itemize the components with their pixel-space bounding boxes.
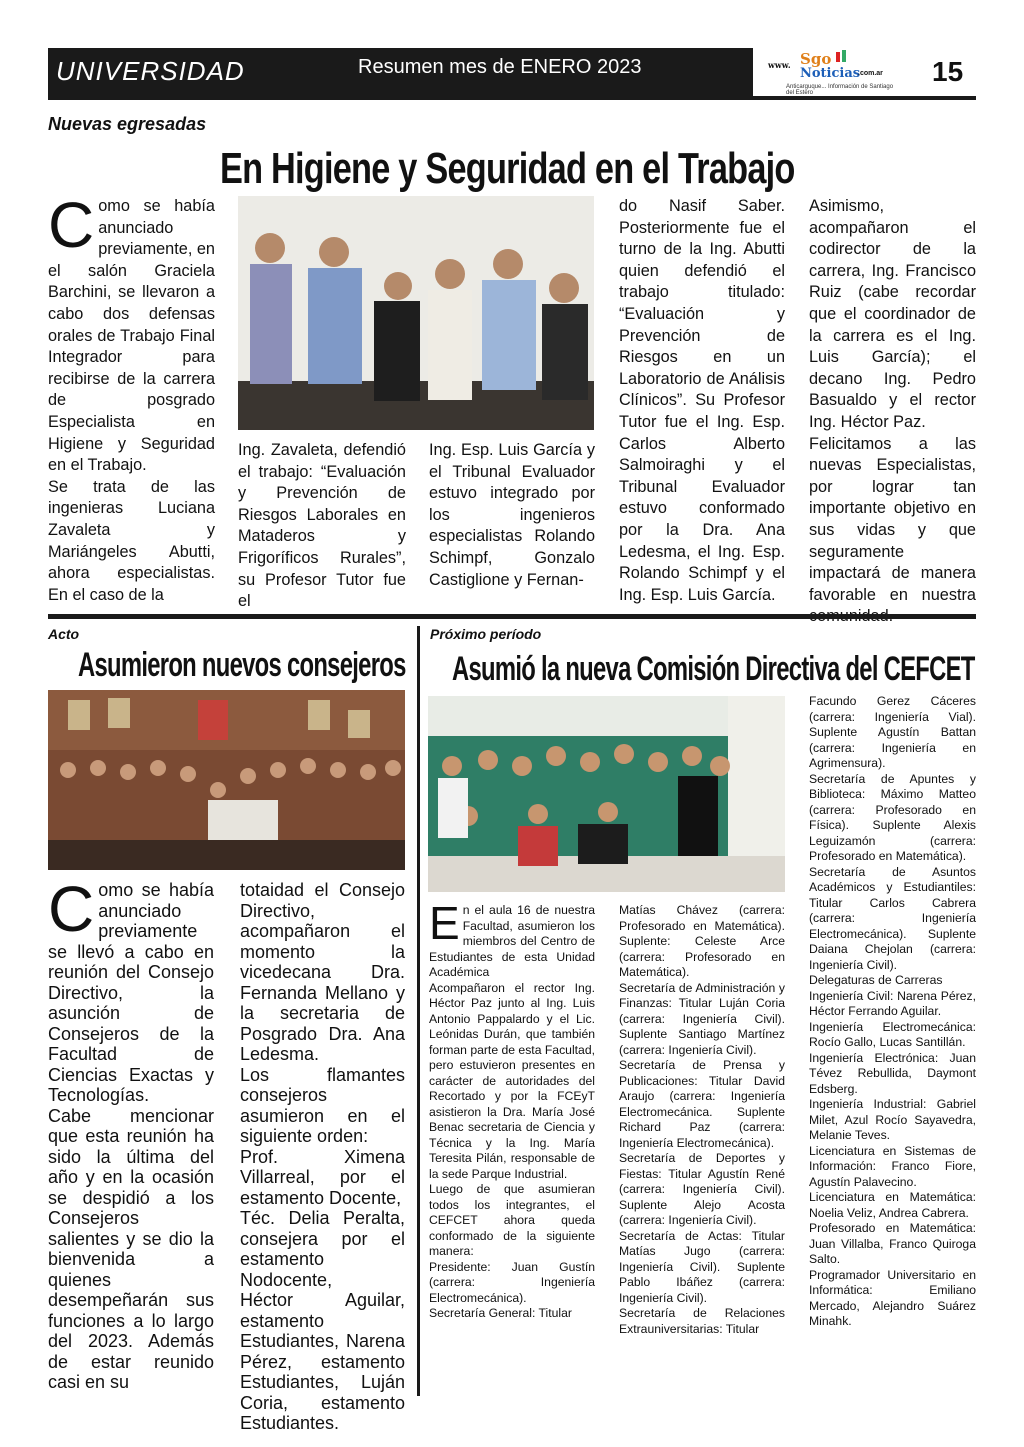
article2-col2: totaidad el Consejo Directivo, acompañaron el momento la vicedecana Dra. Fernanda Mellano y la secretaria de Posgrado Dra. Ana Ledesma. Los flamantes consejeros asumieron en el siguiente orden: Prof. Ximena Villarreal, por el estamento Docente, Téc. Delia Peralta, consejera por el estamento Nodocente, Héctor Aguilar, estamento Estudiantes, Narena Pérez, estamento Estudiantes, Luján Coria, estamento Estudiantes.: [240, 880, 405, 1433]
group-photo-council: [48, 690, 405, 870]
article2-dropcap: C: [48, 873, 95, 945]
article1-photo: [238, 196, 594, 430]
group-photo-students: [428, 696, 785, 892]
article1-kicker: Nuevas egresadas: [48, 114, 207, 134]
article2-photo: [48, 690, 405, 870]
article3-dropcap: E: [429, 897, 460, 949]
section-divider: [48, 614, 976, 619]
article2-col1: Como se había anunciado previamente se llevó a cabo en reunión del Consejo Directivo, la asunción de Consejeros de la Facultad de Ciencias Exactas y Tecnologías. Cabe mencionar que esta reunión ha sido la última del año y en la ocasión se despidió a los Consejeros salientes y se dio la bienvenida a quienes desempeñarán sus funciones a lo largo del 2023. Además de estar reunido casi en su: [48, 873, 214, 1392]
article3-col3: Facundo Gerez Cáceres (carrera: Ingeniería Vial). Suplente Agustín Battan (carrera: Ingeniería en Agrimensura). Secretaría de Apuntes y Biblioteca: Máximo Matteo (carrera: Profesorado en Física). Suplente Alexis Leguizamón (carrera: Profesorado en Matemática). Secretaría de Asuntos Académicos y Estudiantiles: Titular Carlos Cabrera (carrera: Ingeniería Electromecánica). Suplente Daiana Chejolan (carrera: Ingeniería Civil). Delegaturas de Carreras Ingeniería Civil: Narena Pérez, Héctor Ferrando Aguilar. Ingeniería Electromecánica: Rocío Gallo, Lucas Santillán. Ingeniería Electrónica: Juan Tévez Rebullida, Daymont Edsberg. Ingeniería Industrial: Gabriel Milet, Azul Rocío Sayavedra, Melanie Teves. Licenciatura en Sistemas de Información: Franco Fiore, Agustín Palavecino. Licenciatura en Matemática: Noelia Veliz, Andrea Cabrera. Profesorado en Matemática: Juan Villalba, Franco Quiroga Salto. Programador Universitario en Informática: Emiliano Mercado, Alejandro Suárez Minahk.: [809, 694, 976, 1328]
publication-logo: www. Sgo Noticias .com.ar Anticarguque... Información de Santiago del Estero: [768, 50, 894, 96]
article1-headline: En Higiene y Seguridad en el Trabajo: [220, 144, 795, 193]
article3-photo: [428, 696, 785, 892]
issue-summary: Resumen mes de ENERO 2023: [358, 56, 642, 78]
article1-col3: Ing. Esp. Luis García y el Tribunal Evaluador estuvo integrado por los ingenieros especialistas Rolando Schimpf, Gonzalo Castiglione y Fernan-: [429, 441, 595, 589]
article1-col5: Asimismo, acompañaron el codirector de la carrera, Ing. Francisco Ruiz (cabe recordar que el coordinador de la carrera es el Ing. Luis García); el decano Ing. Pedro Basualdo y el rector Ing. Héctor Paz. Felicitamos a las nuevas Especialistas, por lograr tan importante objetivo en sus vidas y que seguramente impactará de manera favorable en nuestra: [809, 197, 976, 604]
article2-headline: Asumieron nuevos consejeros: [78, 646, 406, 684]
article3-col2: Matías Chávez (carrera: Profesorado en Matemática). Suplente: Celeste Arce (carrera: Profesorado en Matemática). Secretaría de Administración y Finanzas: Titular Luján Coria (carrera: Ingeniería Civil). Suplente Santiago Martínez (carrera: Ingeniería Civil). Secretaría de Prensa y Publicaciones: Titular David Araujo (carrera: Ingeniería Electromecánica. Suplente Richard Paz (carrera: Ingeniería Electromecánica). Secretaría de Deportes y Fiestas: Titular Agustín René (carrera: Ingeniería Civil). Suplente Alejo Acosta (carrera: Ingeniería Civil). Secretaría de Actas: Titular Matías Jugo (carrera: Ingeniería Civil). Suplente Pablo Ibáñez (carrera: Ingeniería Civil). Secretaría de Relaciones Extrauniversitarias: Titular: [619, 903, 785, 1336]
page-number: 15: [932, 56, 964, 87]
article3-headline: Asumió la nueva Comisión Directiva del CEFCET: [452, 650, 975, 688]
group-photo-graduates: [238, 196, 594, 430]
article1-dropcap: C: [48, 189, 95, 261]
article1-col4: do Nasif Saber. Posteriormente fue el turno de la Ing. Abutti quien defendió el trabajo titulado: “Evaluación y Prevención de Riesgos en un Laboratorio de Análisis Clínicos”. Su Profesor Tutor fue el Ing. Esp. Carlos Alberto Salmoiraghi y el Tribunal Evaluador estuvo conformado por la Dra. Ana Ledesma, el Ing. Esp. Rolando Schimpf y el Ing. Esp. Luis García.: [619, 197, 785, 604]
article2-kicker: Acto: [48, 626, 80, 642]
article1-col2: Ing. Zavaleta, defendió el trabajo: “Evaluación y Prevención de Riesgos Laborales en Mataderos y Frigoríficos Rurales”, su Profesor Tutor fue el: [238, 441, 406, 611]
article3-col1: En el aula 16 de nuestra Facultad, asumieron los miembros del Centro de Estudiantes de esta Unidad Académica Acompañaron el rector Ing. Héctor Paz junto al Ing. Luis Antonio Pappalardo y el Lic. Leónidas Durán, que también forman parte de esta Facultad, pero estuvieron presentes en carácter de autoridades del Recortado y por la FCEyT asistieron la Dra. María José Benac secretaria de Ciencia y Técnica y la Ing. María Teresita Pilán, responsable de la sede Parque Industrial. Luego de que asumieran todos los integrantes, el CEFCET ahora queda conformado de la siguiente manera: Presidente: Juan Gustín (carrera: Ingeniería Electromecánica). Secretaría General: Titular: [429, 897, 595, 1320]
section-name: UNIVERSIDAD: [56, 56, 245, 86]
article1-col1: Como se había anunciado previamente, en el salón Graciela Barchini, se llevaron a cabo dos defensas orales de Trabajo Final Integrador para recibirse de la carrera de posgrado Especialista en Higiene y Seguridad en el Trabajo. Se trata de las ingenieras Luciana Zavaleta y Mariángeles Abutti, ahora especialistas. En el caso de la: [48, 189, 215, 604]
article3-kicker: Próximo período: [430, 626, 542, 642]
column-divider: [417, 626, 420, 1396]
header-rule: [48, 96, 976, 100]
